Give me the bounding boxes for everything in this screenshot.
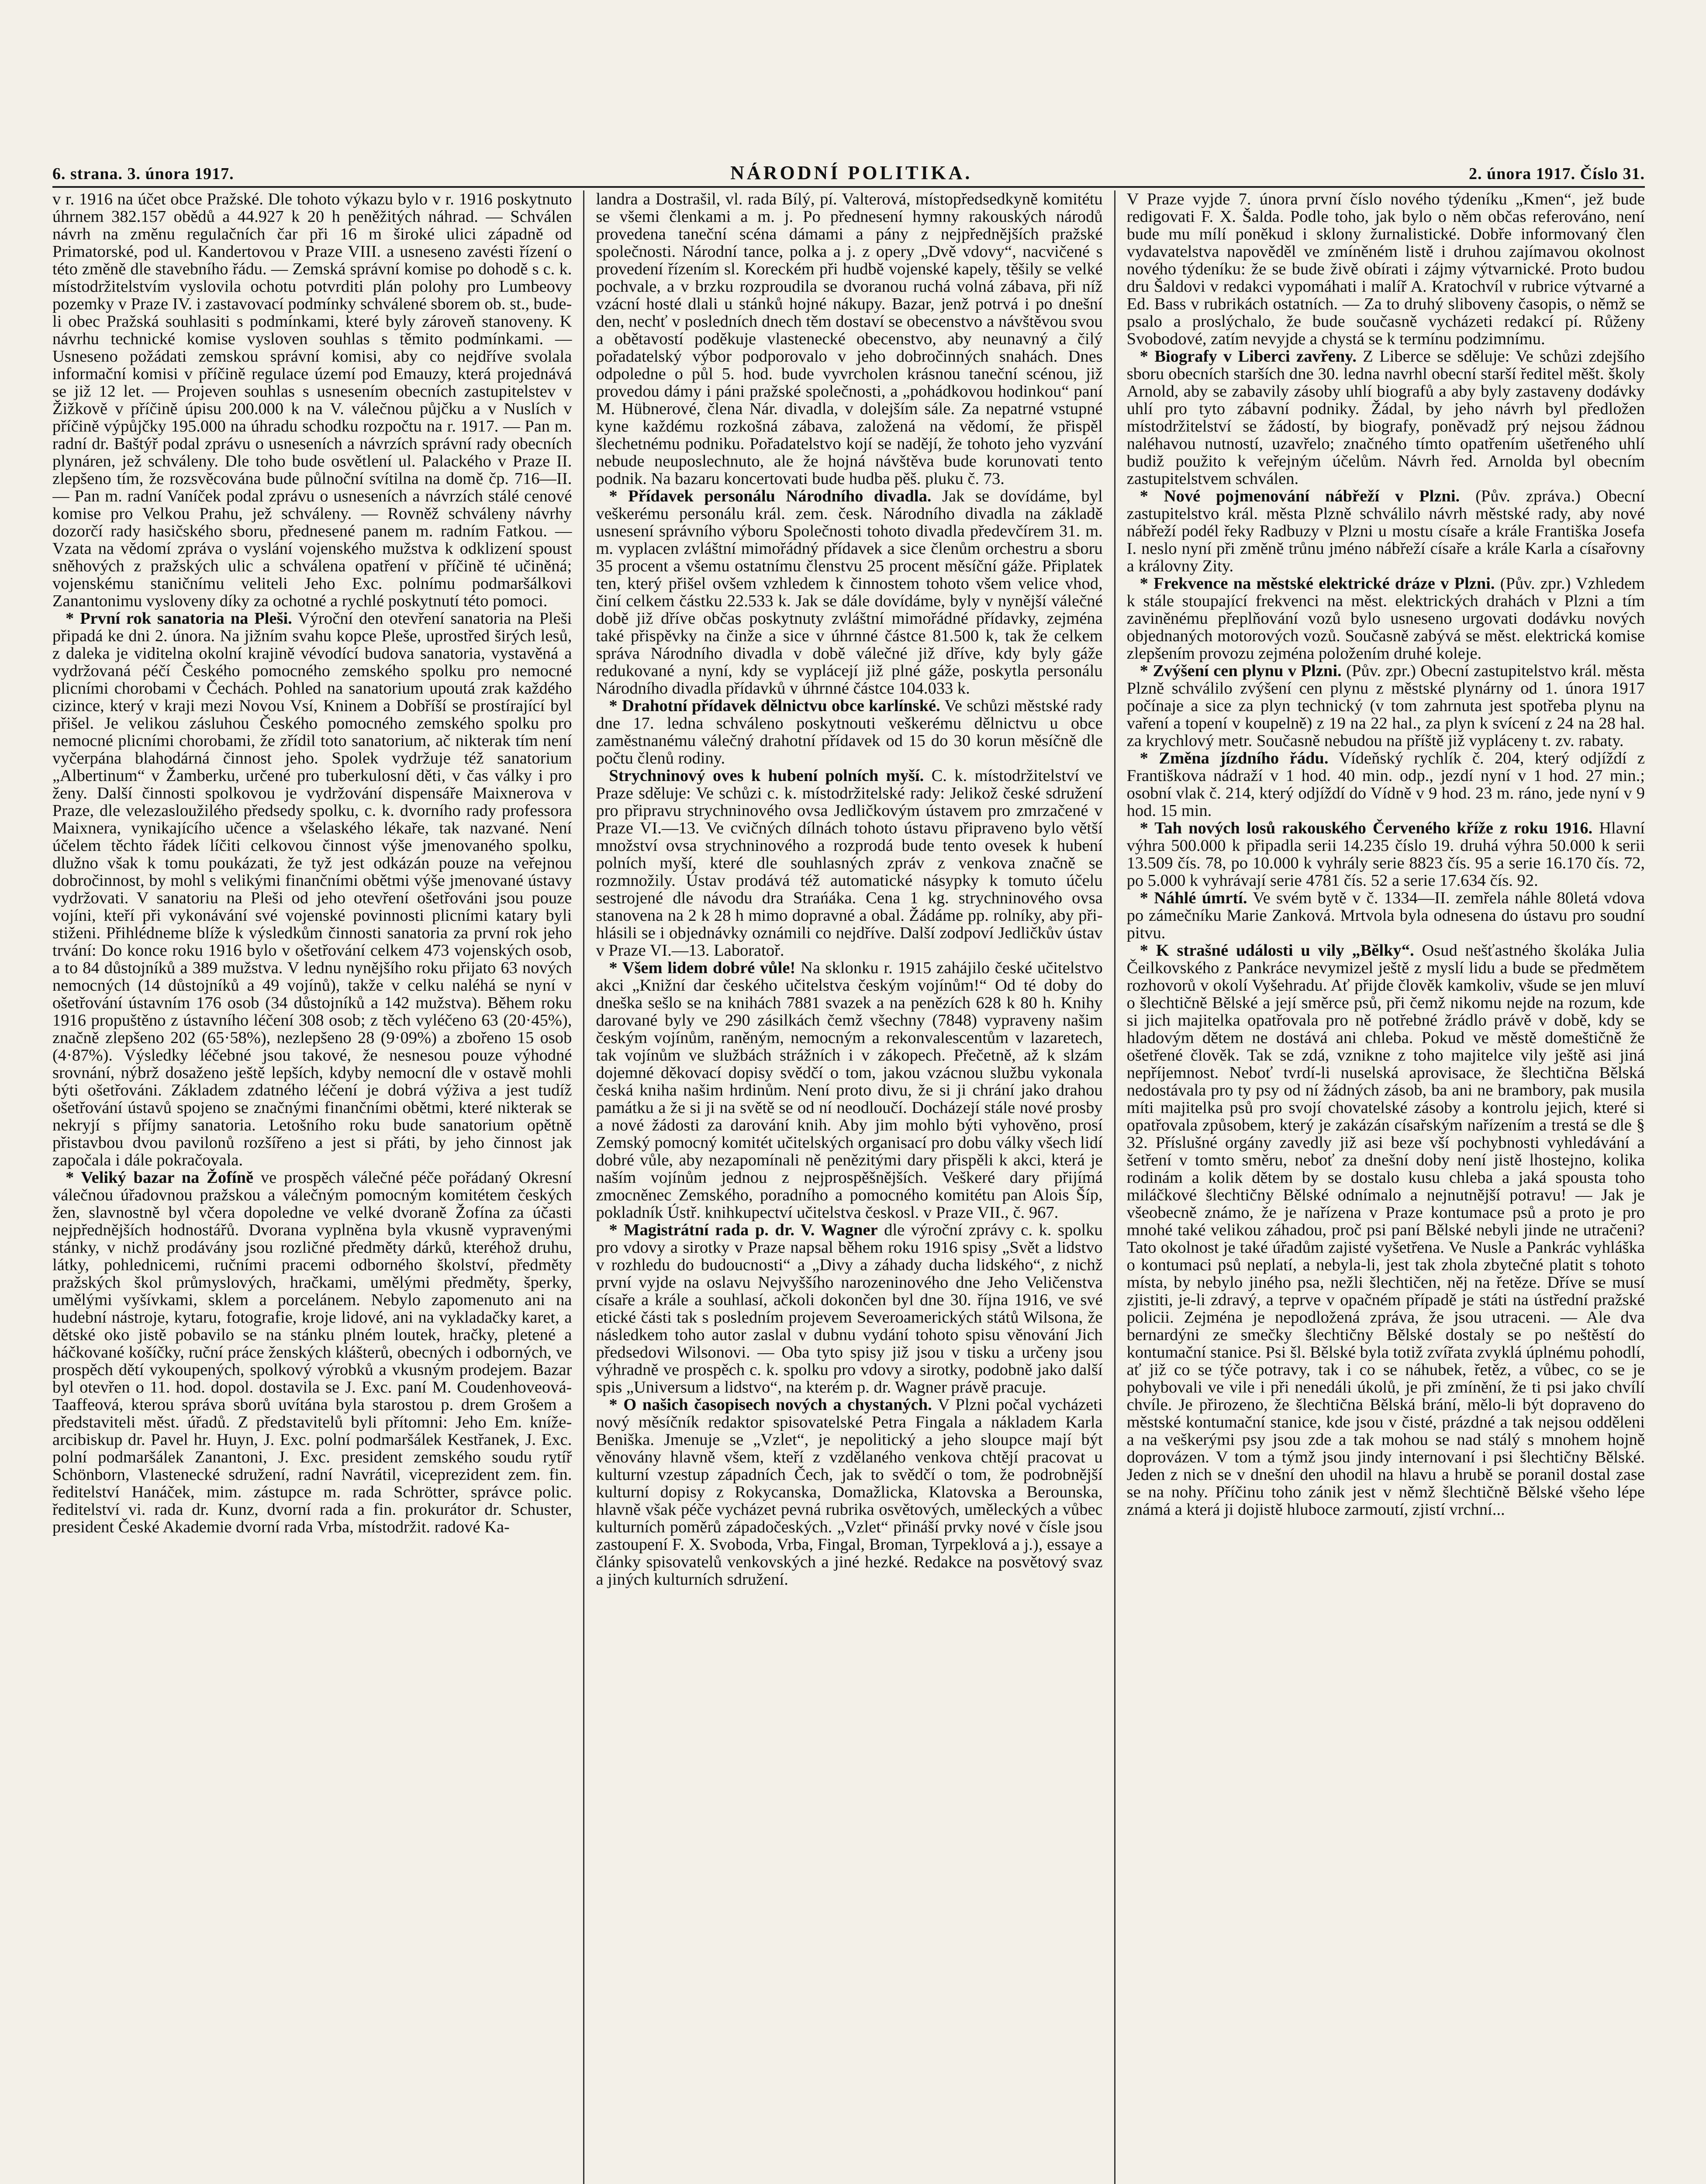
article-wagner: * Magistrátní rada p. dr. V. Wagner dle výroční zprávy c. k. spolku pro vdovy a sirotky v Praze napsal během roku 1916 spisy „Svět a lidstvo v rozhledu do budoucnosti“ a „Divy a záhady ducha lidského“, z nichž první vyjde na oslavu Nejvyššího narozeninového dne Jeho Veličenstva císaře a krále a souhlasí, ačkoli dokončen byl dne 30. října 1916, ve své etické části tak s posledním projevem Severoamerických států Wilsona, že následkem toho autor zaslal v dubnu vydání tohoto spisu věnování Jich předsedovi Wilsonovi. — Oba tyto spisy již jsou v tisku a určeny jsou výhradně ve prospěch c. k. spolku pro vdovy a sirotky, podobně jako další spis „Universum a lidstvo“, na kterém p. dr. Wagner právě pracuje.	[596, 1221, 1103, 1396]
article-plzen-tram: * Frekvence na městské elektrické dráze v Plzni. (Pův. zpr.) Vzhledem k stále stoupající frekvenci na měst. elektrických drahách v Plzni a tím zaviněnému přeplňování vozů bylo usneseno urgovati dodávku nových objednaných motorových vozů. Současně zabývá se měst. elektrická komise zlepšením provozu zejména položením druhé koleje.	[1126, 574, 1645, 663]
headline-sanatorium: * První rok sanatoria na Pleši.	[66, 609, 292, 628]
headline-bazaar: * Veliký bazar na Žofíně	[66, 1168, 254, 1187]
headline-goodwill: * Všem lidem dobré vůle!	[609, 959, 796, 977]
article-columns	[52, 190, 1645, 2184]
headline-karlin-workers: * Drahotní přídavek dělnictvu obce karlínské.	[609, 697, 940, 715]
article-goodwill: * Všem lidem dobré vůle! Na sklonku r. 1915 zahájilo české učitelstvo akci „Knižní dar českého učitelstva českým vojínům!“ Od té doby do dneška sešlo se na knihách 7881 svazek a na penězích 628 k 80 h. Knihy darované byly ve 290 zásilkách čemž všechny (7848) vypraveny našim českým vojínům, raněným, nemocným a rekonvalescentům v lazaretech, tak vojínům ve službách strážních i v zákopech. Přečetně, až k slzám dojemné děkovací dopisy svědčí o tom, jakou vzácnou službu vykonala česká kniha našim hrdinům. Není proto divu, že si ji chrání jako drahou památku a že si ji na světě se od ní neodloučí. Docházejí stále nové prosby a nové žádosti za darování knih. Aby jim mohlo býti vyhověno, prosí Zemský pomocný komitét učitelských organisací pro dobu války všech lidí dobré vůle, aby nezapomínali ně penězitými dary přispěli k akci, která je naším vojínům jednou z nejprospěšnějších. Veškeré dary přijímá zmocněnec Zemského, poradního a pomocného komitétu pan Alois Šíp, pokladník Ústř. knihkupectví učitelstva českosl. v Praze VII., č. 967.	[596, 959, 1103, 1222]
article-bazaar: * Veliký bazar na Žofíně ve prospěch válečné péče pořádaný Okresní válečnou úřadovnou pražskou a válečným pomocným komitétem českých žen, slavnostně byl včera dopoledne ve velké dvoraně Žofína za účasti nejpřednějších hodnostářů. Dvorana vyplněna byla vkusně vypravenými stánky, v nichž prodávány jsou rozličné předměty dárků, kteréhož druhu, látky, pohlednicemi, ručními pracemi odborného školství, předměty pražských škol průmyslových, hračkami, umělými předměty, šperky, umělými vyšívkami, sklem a porcelánem. Nebylo zapomenuto ani na hudební nástroje, kytaru, fotografie, kroje lidové, ani na vykladačky karet, a dětské oko jistě pobavilo se na stánku plném loutek, hračky, pletené a háčkované košíčky, ruční práce ženských klášterů, obecných i odborných, ve prospěch dětí vykoupených, spolkový výrobků a vkusným prodejem. Bazar byl otevřen o 11. hod. dopol. dostavila se J. Exc. paní M. Coudenhoveová-Taaffeová, kterou správa sborů uvítána byla starostou p. drem Grošem a představiteli měst. úřadů. Z představitelů byli přítomni: Jeho Em. kníže-arcibiskup dr. Pavel hr. Huyn, J. Exc. polní podmaršálek Kestřanek, J. Exc. polní podmaršálek Zanantoni, J. Exc. president zemského soudu rytíř Schönborn, Vlastenecké sdružení, radní Navrátil, viceprezident zem. fin. ředitelství Hanáček, mim. zástupce m. rada Schrötter, správce polic. ředitelství vi. rada dr. Kunz, dvorní rada a fin. prokurátor dr. Schuster, president České Akademie dvorní rada Vrba, místodržit. radové Ka-	[52, 1168, 572, 1536]
headline-sudden-death: * Náhlé úmrtí.	[1140, 889, 1247, 907]
headline-plzen-gas: * Zvýšení cen plynu v Plzni.	[1140, 662, 1342, 680]
headline-villa-belka: * K strašné události u vily „Bělky“.	[1140, 941, 1414, 960]
headline-plzen-tram: * Frekvence na městské elektrické dráze v Plzni.	[1140, 574, 1495, 593]
article-karlin-workers: * Drahotní přídavek dělnictvu obce karlínské. Ve schůzi městské rady dne 17. ledna schváleno poskytnouti veškerému dělnictvu u obce zaměstnanému válečný drahotní přídavek od 15 do 30 korun měsíčně dle počtu členů rodiny.	[596, 697, 1103, 767]
column-3	[1114, 190, 1645, 2184]
header-date-left: 6. strana. 3. února 1917.	[52, 165, 234, 183]
article-sudden-death: * Náhlé úmrtí. Ve svém bytě v č. 1334—II. zemřela náhle 80letá vdova po zámečníku Marie Zanková. Mrtvola byla odnesena do ústavu pro soudní pitvu.	[1126, 889, 1645, 942]
article-magazines-continued: V Praze vyjde 7. února první číslo nového týdeníku „Kmen“, jež bude redigovati F. X. Šalda. Podle toho, jak bylo o něm občas referováno, není bude mu mílí poněkud i sklony žurnalistické. Dobře informovaný člen vydavatelstva napověděl ve zmíněném listě i druhou zajímavou okolnost nového týdeníku: že se bude živě obírati i zájmy výtvarnické. Proto budou dru Šaldovi v redakci vypomáhati i malíř A. Kratochvíl v rubrice výtvarné a Ed. Bass v rubrikách ostatních. — Za to druhý sliboveny časopis, o němž se psalo a proslýchalo, že bude současně vycházeti redakcí pí. Růženy Svobodové, zatím nevyjde a chystá se k termínu podzimnímu.	[1126, 190, 1645, 348]
article-theatre-bonus: * Přídavek personálu Národního divadla. Jak se dovídáme, byl veškerému personálu král. zem. česk. Národního divadla na základě usnesení správního výboru Společnosti tohoto divadla předevčírem 31. m. m. vyplacen zvláštní mimořádný přídavek a sice členům orchestru a sboru 35 procent a všemu ostatnímu členstvu 25 procent měsíční gáže. Připlatek ten, který přišel ovšem vzhledem k činnostem tohoto všem velice vhod, činí celkem částku 22.533 k. Jak se dále dovídáme, byly v nynější válečné době již dříve občas poskytnuty zvláštní mimořádné přídavky, zejména také přispěvky na činže a sice v úhrnné částce 81.500 k, tak že celkem správa Národního divadla v době válečné již dříve, kdy byly gáže redukované a nyní, kdy se vyplácejí již plné gáže, poskytla personálu Národního divadla přídavků v úhrnné částce 104.033 k.	[596, 487, 1103, 698]
article-villa-belka: * K strašné události u vily „Bělky“. Osud nešťastného školáka Julia Čeilkovského z Pankrácе nevymizel ještě z myslí lidu a bude se předmětem rozhovorů v okolí Vyšehradu. Ať přijde člověk kamkoliv, všude se jen mluví o šlechtičně Bělské a její směrce psů, při čemž nikomu nejde na rozum, kde si jich majitelka opatřovala pro ně potřebné žrádlo právě v době, kdy se hladovým dětem ne dostává ani chleba. Pokud ve městě domeštičně že ošetřené člověk. Tak se zdá, vznikne z toho majitelce vily ještě asi jiná nepříjemnost. Neboť tvrdí-li nuselská aprovisace, že šlechtična Bělská nedostávala pro ty psy od ní žádných zásob, ba ani ne brambory, pak musila míti majitelka psů pro svojí chovatelské zásoby a kontrolu jejich, které si opatřovala způsobem, který je zakázán císařským nařízením a trestá se dle § 32. Příslušné orgány zavedly již asi beze vší pochybnosti vyhledávání a šetření v tomto směru, neboť za dnešní doby není jistě lhostejno, kolika rodinám a kolik dětem by se dostalo kusu chleba a jaká spousta toho miláčkové šlechtičny Bělské odnímalo a nejnutnější potravu! — Jak je všeobecně známo, že je nařízena v Praze kontumace psů a proto je pro mnohé také velikou záhadou, proč psi paní Bělské nebyli jinde ne utračeni? Tato okolnost je také úřadům zajisté vyšetřena. Ve Nusle a Pankrác vyhláška o kontumaci psů neplatí, a nebyla-li, jest tak zhola zbytečné platit s tohoto místa, by nebylo jiného psa, nežli šlechtičen, něj na řetěze. Dříve se musí zjistiti, je-li zdravý, a teprve v opačném případě je státi na ústřední pražské policii. Zejména je nepodložená zpráva, že jsou utraceni. — Ale dva bernardýni ze smečky šlechtičny Bělské dostaly se po neštěstí do kontumační stanice. Psi šl. Bělské byla totiž zvířata zvyklá úplnému pohodlí, ať již co se týče potravy, tak i co se náhubek, řetěz, a vůbec, co se je pohybovali ve vile i při nenedáli úkolů, je při zmínění, že ti psi jako chvílí chvíle. Je přirozeno, že šlechtična Bělská brání, mělo-li být dopraveno do městské kontumační stanice, kde jsou v čisté, prázdné a tak nejsou odděleni a na veškerými psy jsou zde a tak mohou se nad stálý s mnohem hojně doprovázen. V tom a týmž jsou jindy internovaní i psi šlechtičny Bělské. Jeden z nich se v dnešní den uhodil na hlavu a hrubě se poranil dostal zase se na nohy. Příčinu toho zánik jest v němž šlechtičně Bělské všeho lépe známá a která ji dojistě hluboce zarmoutí, zjistí vrchní...	[1126, 941, 1645, 1519]
article-plzen-gas: * Zvýšení cen plynu v Plzni. (Pův. zpr.) Obecní zastupitelstvo král. města Plzně schválilo zvýšení cen plynu z městské plynárny od 1. února 1917 počínaje a sice za plyn technický (v tom zahrnuta jest spotřeba plynu na vaření a topení v koupelně) z 19 na 22 hal., za plyn k svícení z 24 na 28 hal. za krychlový metr. Současně nebudou na příště již vypláceny t. zv. rabaty.	[1126, 662, 1645, 750]
article-lottery: * Tah nových losů rakouského Červeného kříže z roku 1916. Hlavní výhra 500.000 k připadla serii 14.235 číslo 19. druhá výhra 50.000 k serii 13.509 čís. 78, po 10.000 k vyhrály serie 8823 čís. 95 a serie 16.170 čís. 72, po 5.000 k vyhrávají serie 4781 čís. 52 a serie 17.634 čís. 92.	[1126, 819, 1645, 890]
article-magazines: * O našich časopisech nových a chystaných. V Plzni počal vycházeti nový měsíčník redaktor spisovatelské Petra Fingala a nákladem Karla Beniška. Jmenuje se „Vzlet“, je nepolitický a jeho sloupce mají být věnovány hlavně všem, kteří z vzdělaného venkova chtějí pracovat u kulturní vzestup západních Čech, jak to svědčí o tom, že podrobnější kulturní dopisy z Rokycanska, Domažlicka, Klatovska a Berounska, hlavně však péče vycházet pevná rubrika osvětových, uměleckých a vůbec kulturních poměrů západočeských. „Vzlet“ přináší prvky nové v čísle jsou zastoupení F. X. Svoboda, Vrba, Fingal, Broman, Tyrpeklová a j.), essaye a články spisovatelů venkovských a jiné hezké. Redakce na posvětový svaz a jiných kulturních sdružení.	[596, 1396, 1103, 1589]
article-liberec-cinemas: * Biografy v Liberci zavřeny. Z Liberce se sděluje: Ve schůzi zdejšího sboru obecních starších dne 30. ledna navrhl obecní starší ředitel měšt. školy Arnold, aby se zabavily zásoby uhlí biografů a aby byly zastaveny dodávky uhlí pro tyto zábavní podniky. Žádal, by jeho návrh byl předložen místodržitelství se žádostí, by biografy, poněvadž prý nejsou žádnou naléhavou nutností, uzavřelo; značného tímto opatřením ušetřeného uhlí budiž použito k veřejným účelům. Návrh řed. Arnolda byl obecním zastupitelstvem schválen.	[1126, 347, 1645, 488]
article-plzen-embankment: * Nové pojmenování nábřeží v Plzni. (Pův. zpráva.) Obecní zastupitelstvo král. města Plzně schválilo návrh městské rady, aby nové nábřeží podél řeky Radbuzy v Plzni u mostu císaře a krále Františka Josefa I. neslo nyní při změně trůnu jméno nábřeží císaře a krále Karla a císařovny a královny Zity.	[1126, 487, 1645, 575]
header-date-right: 2. února 1917. Číslo 31.	[1469, 165, 1645, 183]
page-header	[52, 162, 1645, 184]
column-1	[52, 190, 583, 2184]
masthead-title: NÁRODNÍ POLITIKA.	[730, 162, 973, 183]
column-2	[583, 190, 1114, 2184]
headline-liberec-cinemas: * Biografy v Liberci zavřeny.	[1140, 347, 1357, 366]
headline-lottery: * Tah nových losů rakouského Červeného kříže z roku 1916.	[1140, 819, 1593, 837]
headline-theatre-bonus: * Přídavek personálu Národního divadla.	[609, 487, 932, 505]
headline-timetable: * Změna jízdního řádu.	[1140, 749, 1329, 767]
article-timetable: * Změna jízdního řádu. Vídeňský rychlík č. 204, který odjíždí z Františkova nádraží v 1 hod. 40 min. odp., jezdí nyní v 1 hod. 27 min.; osobní vlak č. 214, který odjíždí do Vídně v 9 hod. 23 m. ráno, jede nyní v 9 hod. 15 min.	[1126, 749, 1645, 820]
headline-plzen-embankment: * Nové pojmenování nábřeží v Plzni.	[1140, 487, 1460, 505]
article-strychnine-oats: Strychninový oves k hubení polních myší. C. k. místodržitelství ve Praze sděluje: Ve schůzi c. k. místodržitelské rady: Jelikož české sdružení pro připravu strychninového ovsa Jedličkovým ústavem pro zmrzačené v Praze VI.—13. Ve cvičných dílnách tohoto ústavu připraveno bylo větší množství ovsa strychninového a rozprodá bude tento ovesek k hubení polních myší, které dle souhlasných zpráv z venkova značně se rozmnožily. Ústav prodává též automatické násypky k tomuto účelu sestrojené dle návodu dra Strańáka. Cena 1 kg. strychninového ovsa stanovena na 2 k 28 h mimo dopravné a obal. Žádáme pp. rolníky, aby při-hlásili se i objednávky oznámili co nejdříve. Další zodpoví Jedličkův ústav v Praze VI.—13. Laboratoř.	[596, 767, 1103, 960]
article-bazaar-continued: landra a Dostrašil, vl. rada Bílý, pí. Valterová, místopředsedkyně komitétu se všemi členkami a m. j. Po přednesení hymny rakouských národů provedena taneční scéna dámami a pány z nejpřednějších pražské společnosti. Národní tance, polka a j. z opery „Dvě vdovy“, nacvičené s provedení řízením sl. Koreckém při hudbě vojenské kapely, těšily se velké pochvale, a v brzku rozproudila se dvoranou ruchá volná zábava, při níž vzácní hosté dlali u stánků hojné nákupy. Bazar, jenž potrvá i po dnešní den, nechť v posledních dnech těm dostaví se obecenstvo a návštěvou svou a obětavostí poděkuje vlastenecké obecenstvo, aby neunavný a čilý pořadatelský výbor podporovalo v jeho dobročinných snahách. Dnes odpoledne o půl 5. hod. bude vyvrcholen krásnou taneční scénou, již provedou dámy i páni pražské společnosti, a „pohádkovou hodinkou“ paní M. Hübnerové, člena Nár. divadla, v dolejším sále. Za nepatrné vstupné kyne každému rozkošná zábava, založená na vědomí, že přispěl šlechetnému podniku. Pořadatelstvo kojí se nadějí, že tohoto jeho vyzvání nebude neuposlechnuto, ale že hojná návštěva bude korunovati tento podnik. Na bazaru koncertovati bude hudba pěš. pluku č. 73.	[596, 190, 1103, 488]
article-city-council: v r. 1916 na účet obce Pražské. Dle tohoto výkazu bylo v r. 1916 poskytnuto úhrnem 382.157 obědů a 44.927 k 20 h peněžitých náhrad. — Schválen návrh na změnu regulačních čar při 16 m široké ulici západně od Primatorské, pod ul. Kandertovou v Praze VIII. a usneseno zavésti řízení o této změně dle stavebního řádu. — Zemská správní komise po dohodě s c. k. místodržitelstvím vyslovila ochotu potvrditi plán polohy pro Lumbeovy pozemky v Praze IV. i zastavovací podmínky schválené sborem ob. st., bude-li obec Pražská souhlasiti s podmínkami, které byly zároveň stanoveny. K návrhu technické komise vysloven souhlas s těmito podmínkami. — Usneseno požádati zemskou správní komisi, aby co nejdříve svolala informační komisi v příčině regulace území pod Emauzy, která projednává se již 12 let. — Projeven souhlas s usnesením obecních zastupitelstev v Žižkově v příčině úpisu 200.000 k na V. válečnou půjčku a v Nuslích v příčině výpůjčky 195.000 na úhradu schodku rozpočtu na r. 1917. — Pan m. radní dr. Baštýř podal zprávu o usneseních a návrzích správní rady obecních plynáren, jež schváleny. Dle toho bude osvětlení ul. Palackého v Praze II. zlepšeno tím, že rozsvěcována bude půlnoční svítilna na domě čp. 716—II. — Pan m. radní Vaníček podal zprávu o usneseních a návrzích stálé cenové komise pro Velkou Prahu, jež schváleny. — Rovněž schváleny návrhy dozorčí rady hasičského sboru, přednesené panem m. radním Fatkou. — Vzata na vědomí zpráva o vyslání vojenského mužstva k odklizení spoust sněhových z pražských ulic a schválena opatření v příčině té učiněná; vojenskému staničnímu veliteli Jeho Exc. polnímu podmaršálkovi Zanantonimu vysloveny díky za ochotné a rychlé poskytnutí této pomoci.	[52, 190, 572, 610]
header-rule	[52, 186, 1645, 188]
article-sanatorium: * První rok sanatoria na Pleši. Výroční den otevření sanatoria na Pleši připadá ke dni 2. února. Na jižním svahu kopce Pleše, uprostřed širých lesů, z daleka je viditelna okolní krajině vévodící budova sanatoria, vystavěná a vydržovaná péčí Českého pomocného zemského spolku pro nemocné plicními chorobami v Čechách. Pohled na sanatorium upoutá zrak každého cizince, který v kraji mezi Novou Vsí, Kninem a Dobříší se prostírající byl přišel. Je velikou zásluhou Českého pomocného zemského spolku pro nemocné plicními chorobami, že zřídil toto sanatorium, ač nikterak tím není vyčerpána blahodárná činnost jeho. Spolek vydržuje též sanatorium „Albertinum“ v Žamberku, určené pro tuberkulosní děti, v čas války i pro ženy. Další činnosti spolkovou je vydržování dispensáře Maixnerova v Praze, dle velezasloužilého předsedy spolku, c. k. dvorního rady professora Maixnera, vynikajícího učence a všelaského lékaře, tak nazvané. Není účelem těchto řádek líčiti celkovou činnost výše jmenovaného spolku, dlužno však k tomu poukázati, že tyž jest odkázán pouze na veřejnou dobročinnost, by mohl s velikými finančními obětmi výše jmenované ústavy vydržovati. V sanatoriu na Pleši od jeho otevření ošetřováni jsou pouze vojíni, kteří při vykonávání své vojenské povinnosti plicními katary byli stiženi. Přihlédneme blíže k výsledkům činnosti sanatoria za první rok jeho trvání: Do konce roku 1916 bylo v ošetřování celkem 473 vojenských osob, a to 84 důstojníků a 389 mužstva. V lednu nynějšího roku přijato 63 nových nemocných (14 důstojníků a 49 vojínů), takže v celku naléhá se nyní v ošetřování ústavním 176 osob (34 důstojníků a 142 mužstva). Během roku 1916 propuštěno z ústavního léčení 308 osob; z těch vyléčeno 63 (20·45%), značně zlepšeno 202 (65·58%), nezlepšeno 28 (9·09%) a zbořeno 15 osob (4·87%). Výsledky léčebné jsou takové, že nesnesou pouze výhodné srovnání, nýbrž dosaženo ještě lepších, kdyby nemocní dle v ostavě mohli býti ošetřováni. Základem zdatného léčení je dobrá výživa a jest tudíž ošetřování ústavů spojeno se značnými finančními obětmi, které nikterak se nekryjí s příjmy sanatoria. Letošního roku bude sanatorium opětně přistavbou dvou pavilonů rozšířeno a jest si přáti, by jeho činnost jak započala i dále pokračovala.	[52, 609, 572, 1169]
headline-magazines: * O našich časopisech nových a chystaných.	[609, 1396, 932, 1414]
headline-wagner: * Magistrátní rada p. dr. V. Wagner	[609, 1221, 878, 1239]
headline-strychnine-oats: Strychninový oves k hubení polních myší.	[609, 767, 924, 785]
